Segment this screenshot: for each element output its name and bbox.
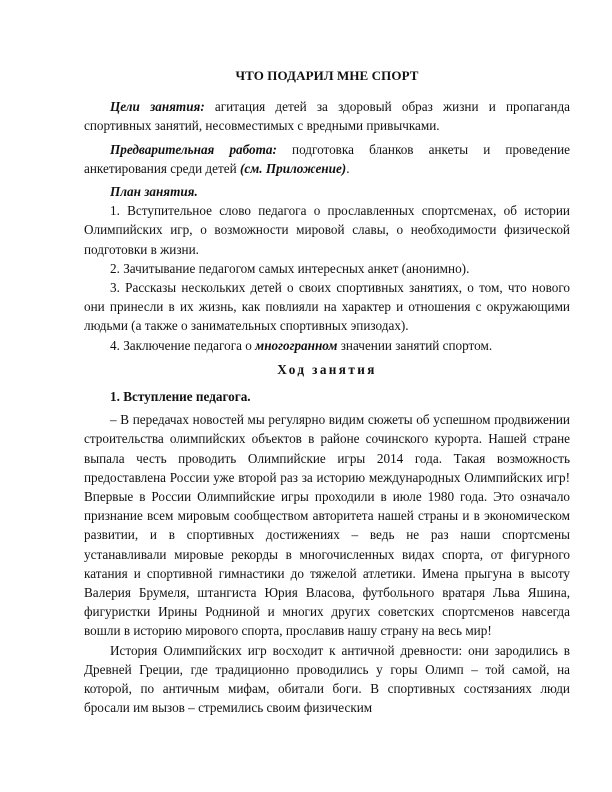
plan-label: План занятия.: [110, 184, 198, 200]
prep-paragraph: [84, 140, 570, 178]
subsection-title: 1. Вступление педагога.: [110, 389, 251, 405]
goals-label: Цели занятия:: [110, 99, 205, 115]
goals-paragraph: [84, 97, 570, 135]
document-page: [84, 66, 570, 718]
plan-item4-end: значении занятий спортом.: [337, 337, 493, 353]
section-title: Ход занятия: [277, 361, 377, 377]
subsection-heading: [84, 387, 570, 406]
plan-item: 2. Зачитывание педагогом самых интересных анкет (анонимно).: [110, 260, 470, 276]
document-title: ЧТО ПОДАРИЛ МНЕ СПОРТ: [235, 68, 419, 83]
prep-text: подготовка бланков анкеты и проведение анкетирования среди детей: [84, 141, 570, 176]
plan-item4-start: 4. Заключение педагога о: [110, 337, 256, 353]
prep-text-end: .: [346, 160, 350, 176]
plan-item: 1. Вступительное слово педагога о прославленных спортсменах, об истории Олимпийских игр, о возможности мировой славы, о необходимости физической подготовки в жизни.: [84, 203, 570, 257]
plan-item: 3. Рассказы нескольких детей о своих спортивных занятиях, о том, что нового они принесли в их жизнь, как повлияли на характер и отношения с окружающими людьми (а также о занимательных спортивных эпизодах).: [84, 280, 570, 334]
prep-reference: (см. Приложение): [239, 160, 347, 176]
body-paragraph: История Олимпийских игр восходит к античной древности: они зародились в Древней Греции, где традиционно проводились у горы Олимп – той самой, на которой, по античным мифам, обитали боги. В спортивных состязаниях люди бросали им вызов – стремились своим физическим: [84, 642, 570, 716]
plan-item: [84, 336, 570, 355]
section-heading: [84, 360, 570, 379]
prep-label: Предварительная работа:: [110, 141, 277, 157]
body-paragraph: – В передачах новостей мы регулярно видим сюжеты об успешном продвижении строительства олимпийских объектов в районе сочинского курорта. Нашей стране выпала честь проводить Олимпийские игры 2014 года. Такая возможность предоставлена России уже второй раз за историю международных Олимпийских игр! Впервые в России Олимпийские игры проходили в июле 1980 года. Это означало признание всем мировым сообществом авторитета нашей страны и в экономическом развитии, и в спортивных достижениях – ведь не раз наши спортсмены устанавливали мировые рекорды в многочисленных видах спорта, от фигурного катания и спортивной гимнастики до тяжелой атлетики. Имена прыгуна в высоту Валерия Брумеля, штангиста Юрия Власова, футбольного вратаря Льва Яшина, фигуристки Ирины Родниной и многих других советских спортсменов навсегда вошли в историю мирового спорта, прославив нашу страну на весь мир!: [84, 412, 570, 639]
plan-item4-emphasis: многогранном: [255, 337, 338, 353]
plan-heading: [84, 182, 570, 201]
goals-text: агитация детей за здоровый образ жизни и пропаганда спортивных занятий, несовместимых с вредными привычками.: [84, 99, 571, 134]
